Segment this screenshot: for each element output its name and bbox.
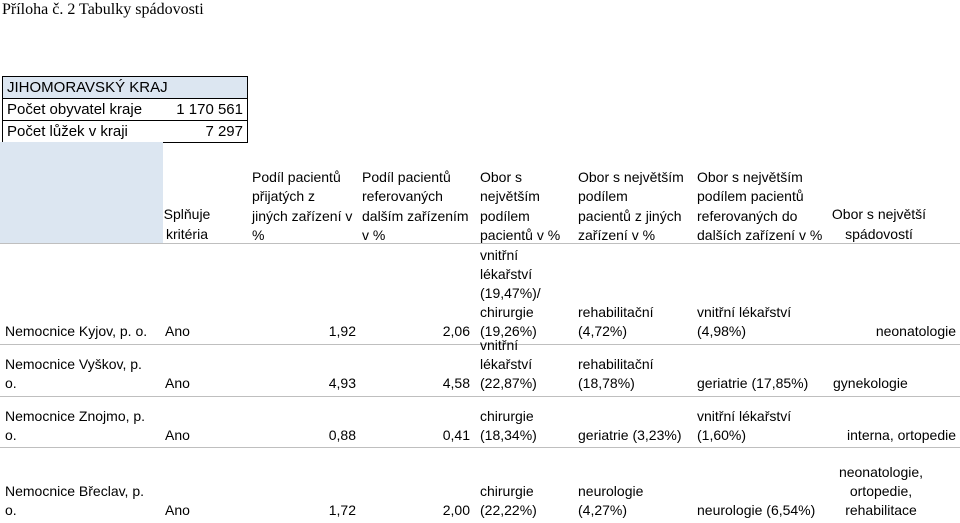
field-from-other: rehabilitační (18,78%): [578, 356, 654, 391]
share-admitted-value: 1,92: [328, 323, 356, 339]
field-referred-to: vnitřní lékařství (4,98%): [697, 304, 792, 339]
criteria-value: Ano: [165, 427, 190, 443]
header-highlight-cell: [0, 142, 163, 244]
header-share-admitted: Podíl pacientů přijatých z jiných zařízení v %: [252, 169, 353, 244]
share-admitted-value: 4,93: [328, 375, 356, 391]
field-largest-share: chirurgie (22,22%): [480, 483, 537, 518]
share-admitted-value: 1,72: [328, 502, 356, 518]
field-largest-share: vnitřní lékařství (22,87%): [480, 337, 537, 391]
header-criteria: Splňuje kritéria: [163, 206, 211, 242]
beds-value: 7 297: [163, 121, 248, 143]
region-info-table: [2, 76, 248, 143]
header-field-referred-to: Obor s největším podílem pacientů referovaných do dalších zařízení v %: [697, 169, 823, 244]
region-name: JIHOMORAVSKÝ KRAJ: [3, 77, 248, 99]
criteria-value: Ano: [165, 323, 190, 339]
field-from-other: geriatrie (3,23%): [578, 427, 682, 443]
region-name-row: [3, 77, 248, 99]
field-catchment: interna, ortopedie: [847, 427, 956, 443]
share-referred-value: 4,58: [442, 375, 470, 391]
hospital-name: Nemocnice Kyjov, p. o.: [5, 323, 148, 339]
share-referred-value: 0,41: [442, 427, 470, 443]
field-referred-to: geriatrie (17,85%): [697, 375, 809, 391]
beds-label: Počet lůžek v kraji: [3, 121, 163, 143]
share-referred-value: 2,06: [442, 323, 470, 339]
region-population-row: [3, 99, 248, 121]
hospital-name: Nemocnice Břeclav, p. o.: [5, 483, 145, 518]
share-referred-value: 2,00: [442, 502, 470, 518]
region-beds-row: [3, 121, 248, 143]
field-catchment: gynekologie: [833, 375, 908, 391]
header-field-largest-share: Obor s největším podílem pacientů v %: [480, 169, 561, 244]
criteria-value: Ano: [165, 375, 190, 391]
header-share-referred: Podíl pacientů referovaných dalším zařízením v %: [362, 169, 469, 244]
field-from-other: rehabilitační (4,72%): [578, 304, 654, 339]
field-catchment: neonatologie: [875, 323, 956, 339]
population-value: 1 170 561: [163, 99, 248, 121]
page-title: Příloha č. 2 Tabulky spádovosti: [2, 1, 204, 18]
hospital-name: Nemocnice Vyškov, p. o.: [5, 356, 142, 391]
field-referred-to: vnitřní lékařství (1,60%): [697, 408, 792, 443]
field-from-other: neurologie (4,27%): [578, 483, 644, 518]
hospital-name: Nemocnice Znojmo, p. o.: [5, 408, 146, 443]
field-catchment: neonatologie, ortopedie, rehabilitace: [838, 464, 924, 518]
criteria-value: Ano: [165, 502, 190, 518]
share-admitted-value: 0,88: [328, 427, 356, 443]
field-largest-share: vnitřní lékařství (19,47%)/ chirurgie (19,26%): [480, 247, 541, 339]
field-largest-share: chirurgie (18,34%): [480, 408, 537, 443]
header-field-from-other: Obor s největším podílem pacientů z jiných zařízení v %: [578, 169, 684, 244]
field-referred-to: neurologie (6,54%): [697, 502, 816, 518]
header-field-catchment: Obor s největší spádovostí: [831, 206, 927, 242]
population-label: Počet obyvatel kraje: [3, 99, 163, 121]
